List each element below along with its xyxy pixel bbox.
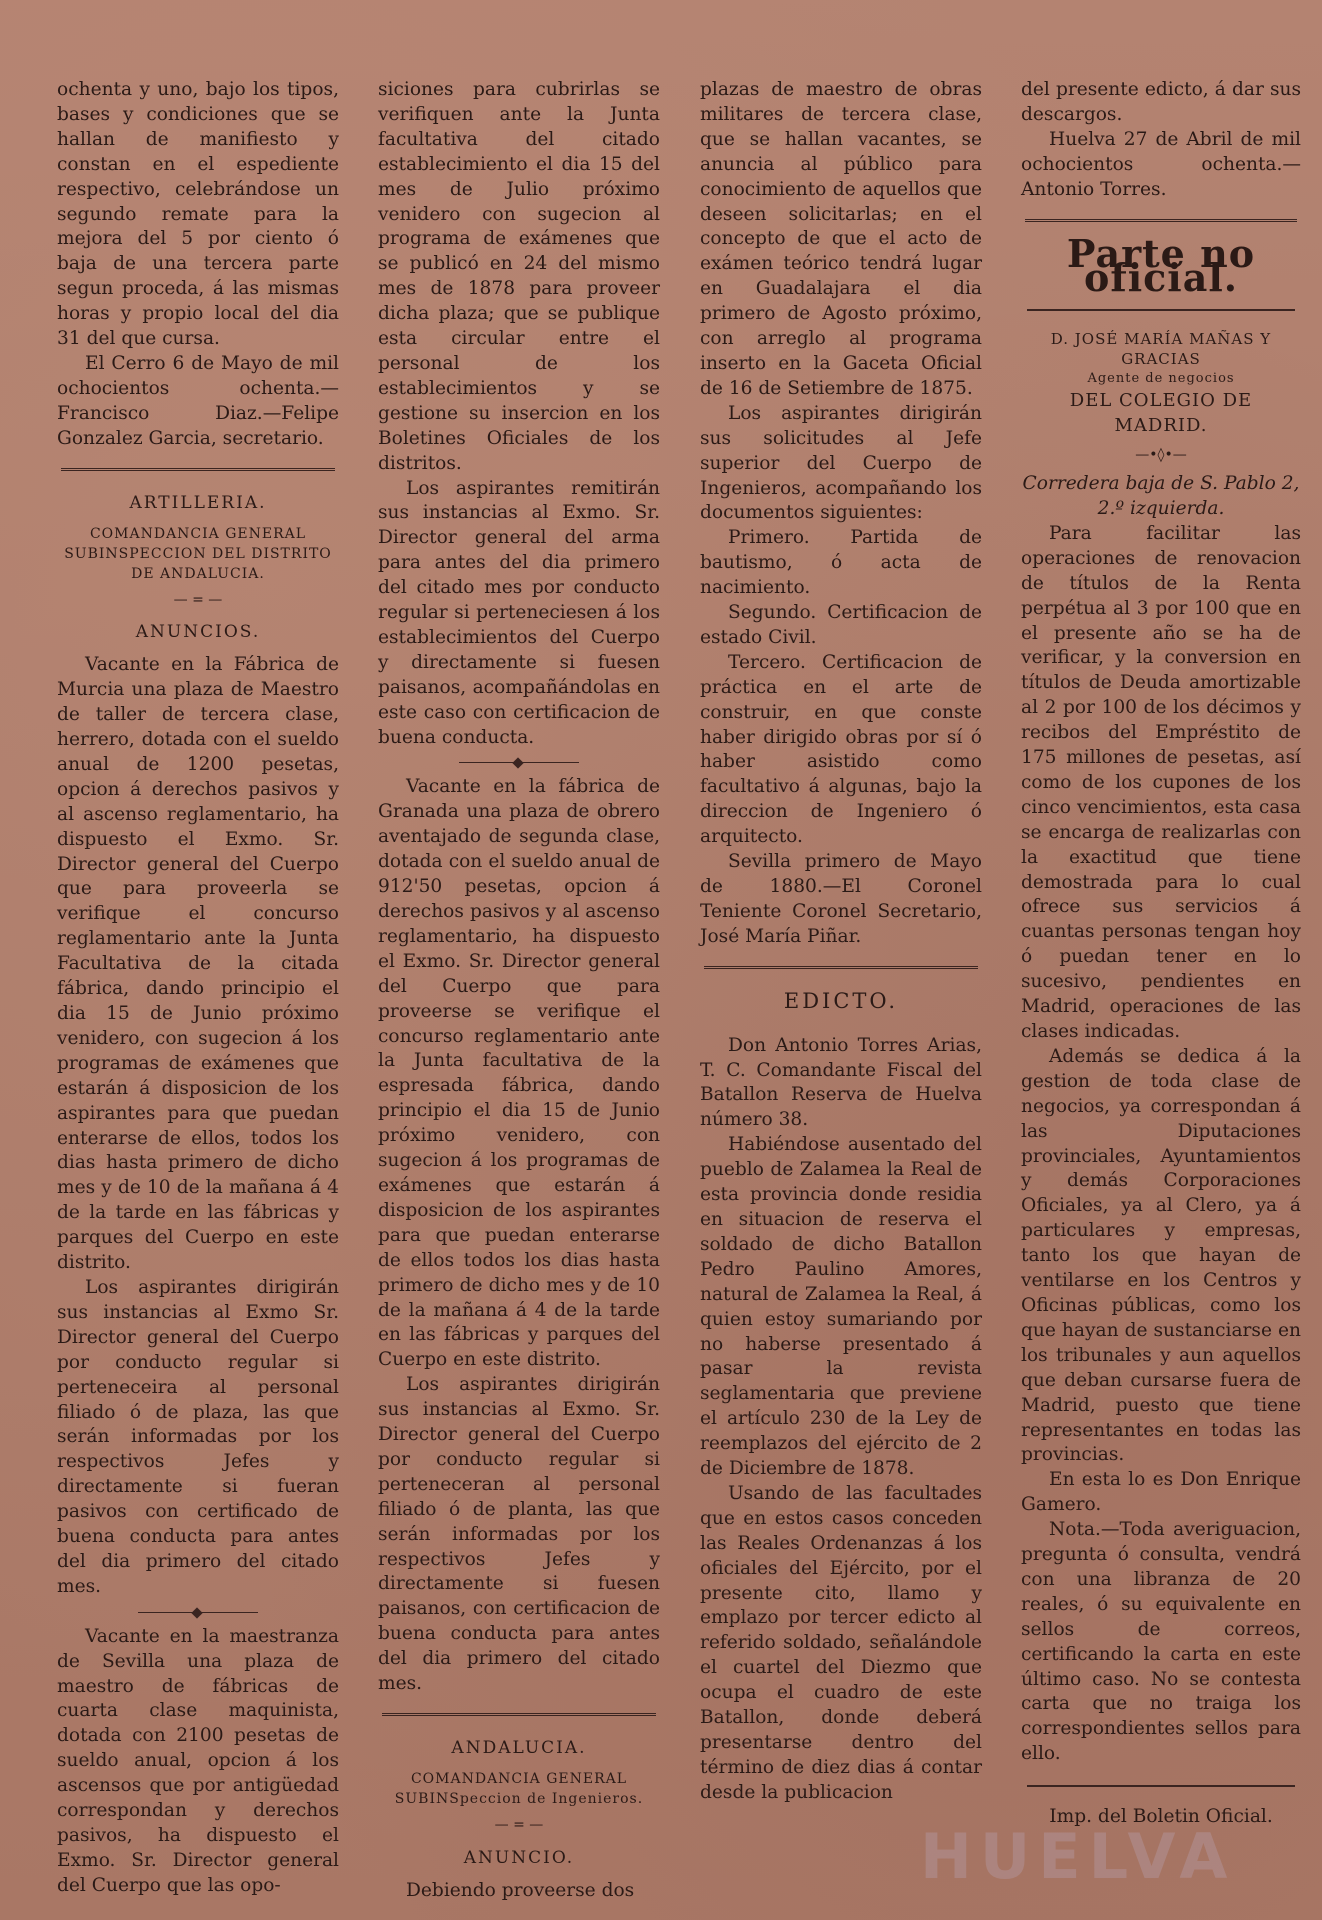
ornament: —•◊•— [1135, 447, 1187, 464]
section-heading-andalucia: ANDALUCIA. [451, 1738, 587, 1758]
paragraph: Vacante en la fábrica de Granada una plaza de obrero aventajado de segunda clase, dotada con el sueldo anual de 912'50 pesetas, opcion á derechos pasivos y al ascenso reglamentario, ha dispuesto el Exmo. Sr. Director general del Cuerpo que para proveerse se verifique el concurso reglamentario ante la Junta facultativa de la espresada fábrica, dando principio el dia 15 de Junio próximo venidero, con sugecion á los programas de exámenes que estarán á disposicion de los aspirantes para que puedan enterarse de ellos todos los dias hasta primero de dicho mes y de 10 de la mañana á 4 de la tarde en las fábricas y parques del Cuerpo en este distrito. [378, 776, 660, 1371]
divider [1027, 1785, 1295, 1787]
paragraph: Los aspirantes dirigirán sus instancias al Exmo. Sr. Director general del Cuerpo por conducto regular si perteneceran al personal filiado ó de planta, las que serán informadas por los respectivos Jefes y directamente si fuesen paisanos, con certificacion de buena conducta para antes del dia primero del citado mes. [378, 1374, 660, 1695]
separator [138, 1612, 258, 1613]
paragraph: Vacante en la Fábrica de Murcia una plaza de Maestro de taller de tercera clase, herrero, dotada con el sueldo anual de 1200 pesetas, opcion á derechos pasivos y al ascenso reglamentario, ha dispuesto el Exmo. Sr. Director general del Cuerpo que para proveerla se verifique el concurso reglamentario ante la Junta Facultativa de la citada fábrica, dando principio el dia 15 de Junio próximo venidero, con sugecion á los programas de exámenes que estarán á disposicion de los aspirantes para que puedan enterarse de ellos, todos los dias hasta primero de dicho mes y de 10 de la mañana á 4 de la tarde en las fábricas y parques del Cuerpo en este distrito. [57, 654, 339, 1274]
paragraph: Segundo. Certificacion de estado Civil. [700, 602, 982, 648]
agent-role: Agente de negocios [1087, 371, 1235, 387]
imprenta-footer: Imp. del Boletin Oficial. [1049, 1806, 1273, 1828]
paragraph: Usando de las facultades que en estos casos conceden las Reales Ordenanzas á los oficiales del Ejército, por el presente cito, llamo y emplazo por tercer edicto al referido soldado, señalándole el cuartel del Diezmo que ocupa el cuadro de este Batallon, donde deberá presentarse dentro del término de diez dias á contar desde la publicacion [700, 1482, 982, 1803]
paragraph: Don Antonio Torres Arias, T. C. Comandante Fiscal del Batallon Reserva de Huelva número 38. [700, 1034, 982, 1131]
separator [459, 762, 579, 763]
subheading-comandancia-ingenieros: COMANDANCIA GENERAL SUBINSpeccion de Ingenieros. [394, 1770, 644, 1807]
paragraph: El Cerro 6 de Mayo de mil ochocientos ochenta.—Francisco Diaz.—Felipe Gonzalez Garcia, secretario. [57, 352, 339, 449]
paragraph: Nota.—Toda averiguacion, pregunta ó consulta, vendrá con una libranza de 20 reales, ó su equivalente en sellos de correos, certificando la carta en este último caso. No se contesta carta que no traiga los correspondientes sellos para ello. [1021, 1519, 1301, 1765]
paragraph: Los aspirantes dirigirán sus solicitudes al Jefe superior del Cuerpo de Ingenieros, acompañando los documentos siguientes: [700, 402, 982, 524]
paragraph: Para facilitar las operaciones de renovacion de títulos de la Renta perpétua al 3 por 100 que en el presente año se ha de verificar, y la conversion en títulos de Deuda amortizable al 2 por 100 de los décimos y recibos del Empréstito de 175 millones de pesetas, así como de los cupones de los cinco vencimientos, esta casa se encarga de realizarlas con la exactitud que tiene demostrada para lo cual ofrece sus servicios á cuantas personas tengan hoy ó puedan tener en lo sucesivo, pendientes en Madrid, operaciones de las clases indicadas. [1021, 522, 1301, 1042]
paragraph: Vacante en la maestranza de Sevilla una plaza de maestro de fábricas de cuarta clase maquinista, dotada con 2100 pesetas de sueldo anual, opcion á los ascensos que por antigüedad correspondan y derechos pasivos, ha dispuesto el Exmo. Sr. Director general del Cuerpo que las opo- [57, 1625, 339, 1896]
paragraph: Además se dedica á la gestion de toda clase de negocios, ya correspondan á las Diputaciones provinciales, Ayuntamientos y demás Corporaciones Oficiales, ya al Clero, ya á particulares y empresas, tanto los que hayan de ventilarse en los Centros y Oficinas públicas, como los que hayan de sustanciarse en los tribunales y aun aquellos que deban cursarse fuera de Madrid, puesto que tiene representantes en todas las provincias. [1021, 1045, 1301, 1466]
agent-colegio: DEL COLEGIO DE MADRID. [1069, 390, 1253, 437]
section-heading-anuncio: ANUNCIO. [463, 1847, 575, 1868]
subheading-comandancia: COMANDANCIA GENERAL SUBINSPECCION DEL DISTRITO DE ANDALUCIA. [64, 525, 332, 582]
paragraph: plazas de maestro de obras militares de tercera clase, que se hallan vacantes, se anuncia al público para conocimiento de aquellos que deseen solicitarlas; en el concepto de que el acto de exámen teórico tendrá lugar en Guadalajara el dia primero de Agosto próximo, con arreglo al programa inserto en la Gaceta Oficial de 16 de Setiembre de 1875. [700, 79, 982, 399]
section-title-parte-no-oficial: Parte no oficial. [1066, 230, 1256, 301]
ornament: — = — [173, 591, 223, 608]
paragraph: Debiendo proveerse dos [406, 1879, 635, 1901]
section-heading-artilleria: ARTILLERIA. [129, 492, 267, 513]
section-heading-edicto: EDICTO. [783, 988, 899, 1013]
paragraph: Habiéndose ausentado del pueblo de Zalamea la Real de esta provincia donde residia en situacion de reserva el soldado de dicho Batallon Pedro Paulino Amores, natural de Zalamea la Real, á quien estoy sumariando por no haberse presentado á pasar la revista seglamentaria que previene el artículo 230 de la Ley de reemplazos del ejército de 2 de Diciembre de 1878. [700, 1134, 982, 1480]
column-4 [1021, 78, 1301, 1830]
column-3 [700, 78, 982, 1806]
divider [61, 468, 335, 475]
agent-address: Corredera baja de S. Pablo 2, 2.º izquierda. [1022, 473, 1300, 519]
ornament: — = — [494, 1816, 544, 1833]
paragraph: del presente edicto, á dar sus descargos. [1021, 79, 1301, 125]
column-1 [57, 78, 339, 1899]
section-heading-anuncios: ANUNCIOS. [135, 622, 261, 643]
paragraph: Los aspirantes dirigirán sus instancias al Exmo Sr. Director general del Cuerpo por conducto regular si perteneceira al personal filiado ó de plaza, las que serán informadas por los respectivos Jefes y directamente si fueran pasivos con certificado de buena conducta para antes del dia primero del citado mes. [57, 1276, 339, 1597]
paragraph: ochenta y uno, bajo los tipos, bases y condiciones que se hallan de manifiesto y constan en el espediente respectivo, celebrándose un segundo remate para la mejora del 5 por ciento ó baja de una tercera parte segun proceda, á las mismas horas y propio local del dia 31 del que cursa. [57, 79, 339, 350]
paragraph: Sevilla primero de Mayo de 1880.—El Coronel Teniente Coronel Secretario, José María Piñar. [700, 851, 982, 947]
paragraph: Primero. Partida de bautismo, ó acta de nacimiento. [700, 527, 982, 599]
paragraph: Los aspirantes remitirán sus instancias al Exmo. Sr. Director general del arma para antes del dia primero del citado mes por conducto regular si perteneciesen á los establecimientos del Cuerpo y directamente si fuesen paisanos, acompañándolas en este caso con certificacion de buena conducta. [378, 477, 660, 748]
divider [382, 1713, 656, 1720]
paragraph: Tercero. Certificacion de práctica en el arte de construir, en que conste haber dirigido obras por sí ó haber asistido como facultativo á algunas, bajo la direccion de Ingeniero ó arquitecto. [700, 651, 982, 848]
paragraph: En esta lo es Don Enrique Gamero. [1021, 1469, 1301, 1516]
watermark-huelva: HUELVA [920, 1820, 1236, 1893]
paragraph: siciones para cubrirlas se verifiquen ante la Junta facultativa del citado establecimiento el dia 15 del mes de Julio próximo venidero con sugecion al programa de exámenes que se publicó en 24 del mismo mes de 1878 para proveer dicha plaza; que se publique esta circular entre el personal de los establecimientos y se gestione su insercion en los Boletines Oficiales de los distritos. [378, 79, 660, 474]
agent-name: D. JOSÉ MARÍA MAÑAS Y GRACIAS [1050, 330, 1272, 369]
divider [1027, 309, 1295, 311]
divider [1025, 219, 1297, 226]
divider [704, 966, 978, 973]
paragraph: Huelva 27 de Abril de mil ochocientos ochenta.—Antonio Torres. [1021, 128, 1301, 200]
column-2 [378, 78, 660, 1904]
